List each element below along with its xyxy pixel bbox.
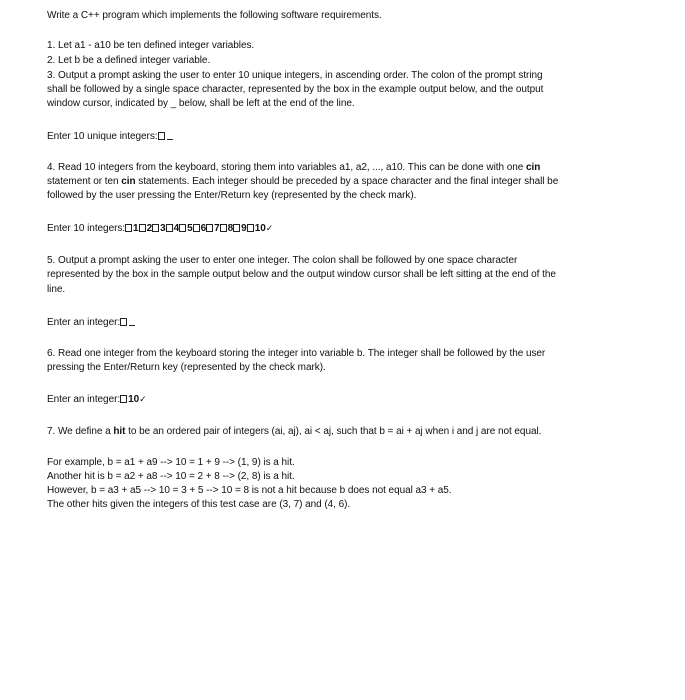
space-box-icon (193, 224, 200, 232)
space-box-icon (247, 224, 254, 232)
requirement-6-line-2: pressing the Enter/Return key (represented by the check mark). (47, 362, 326, 373)
input-number: 4 (173, 223, 180, 234)
requirement-4-text: 4. Read 10 integers from the keyboard, storing them into variables a1, a2, ..., a10. This can be done with one (47, 162, 526, 173)
space-box-icon (152, 224, 159, 232)
hit-example-line-2: Another hit is b = a2 + a8 --> 10 = 2 + 8 --> (2, 8) is a hit. (47, 471, 295, 482)
requirement-6-line-1: 6. Read one integer from the keyboard storing the integer into variable b. The integer shall be followed by the user (47, 348, 546, 359)
space-box-icon (158, 132, 165, 140)
requirement-4-text: statement or ten (47, 176, 122, 187)
space-box-icon (179, 224, 186, 232)
requirement-2: 2. Let b be a defined integer variable. (47, 55, 211, 66)
keyword-cin: cin (526, 162, 541, 173)
space-box-icon (206, 224, 213, 232)
check-mark-icon: ✓ (139, 395, 147, 405)
input-number: 3 (160, 223, 166, 234)
input-number: 7 (214, 223, 220, 234)
requirement-7-text: 7. We define a (47, 426, 114, 437)
example-1-prompt: Enter 10 unique integers: (47, 131, 158, 142)
requirement-3-line-2: shall be followed by a single space character, represented by the box in the example output below, and the output (47, 84, 544, 95)
requirement-4-text: statements. Each integer should be preceded by a space character and the final integer shall be (135, 176, 559, 187)
example-output-4 (47, 393, 147, 407)
input-number: 1 (133, 223, 139, 234)
input-number: 2 (146, 223, 153, 234)
requirement-4-line-3: followed by the user pressing the Enter/Return key (represented by the check mark). (47, 190, 417, 201)
requirement-7-text: to be an ordered pair of integers (ai, aj), ai < aj, such that b = ai + aj when i and j are not equal. (125, 426, 542, 437)
requirement-5-line-1: 5. Output a prompt asking the user to enter one integer. The colon shall be followed by one space character (47, 255, 518, 266)
cursor-icon (167, 130, 173, 140)
example-output-3 (47, 316, 135, 329)
space-box-icon (120, 395, 127, 403)
example-output-1 (47, 130, 173, 143)
example-output-2 (47, 222, 273, 236)
intro-text: Write a C++ program which implements the following software requirements. (47, 10, 382, 21)
hit-example-line-1: For example, b = a1 + a9 --> 10 = 1 + 9 --> (1, 9) is a hit. (47, 457, 295, 468)
requirement-3-line-3: window cursor, indicated by _ below, shall be left at the end of the line. (47, 98, 355, 109)
space-box-icon (220, 224, 227, 232)
space-box-icon (120, 318, 127, 326)
keyword-hit: hit (113, 426, 126, 437)
space-box-icon (139, 224, 146, 232)
example-2-prompt: Enter 10 integers: (47, 223, 126, 234)
check-mark-icon: ✓ (265, 224, 274, 234)
hit-example-line-4: The other hits given the integers of this test case are (3, 7) and (4, 6). (47, 499, 351, 510)
requirement-4-line-2 (47, 175, 558, 188)
input-number: 10 (254, 223, 266, 234)
example-4-prompt: Enter an integer: (47, 394, 121, 405)
input-number: 10 (128, 394, 140, 405)
requirement-5-line-3: line. (47, 284, 66, 295)
requirement-4-line-1 (47, 161, 540, 174)
input-number: 8 (227, 223, 234, 234)
hit-example-line-3: However, b = a3 + a5 --> 10 = 3 + 5 --> 10 = 8 is not a hit because b does not equal a3 + a5. (47, 485, 452, 496)
cursor-icon (129, 316, 135, 326)
example-3-prompt: Enter an integer: (47, 317, 121, 328)
space-box-icon (233, 224, 240, 232)
space-box-icon (166, 224, 173, 232)
input-number: 6 (200, 223, 207, 234)
space-box-icon (125, 224, 132, 232)
requirement-5-line-2: represented by the box in the sample output below and the output window cursor shall be left sitting at the end of the (47, 269, 556, 280)
requirement-7 (47, 425, 541, 438)
requirement-3-line-1: 3. Output a prompt asking the user to enter 10 unique integers, in ascending order. The colon of the prompt string (47, 70, 543, 81)
input-number: 5 (187, 223, 193, 234)
keyword-cin: cin (121, 176, 136, 187)
input-number: 9 (241, 223, 247, 234)
requirement-1: 1. Let a1 - a10 be ten defined integer variables. (47, 40, 255, 51)
